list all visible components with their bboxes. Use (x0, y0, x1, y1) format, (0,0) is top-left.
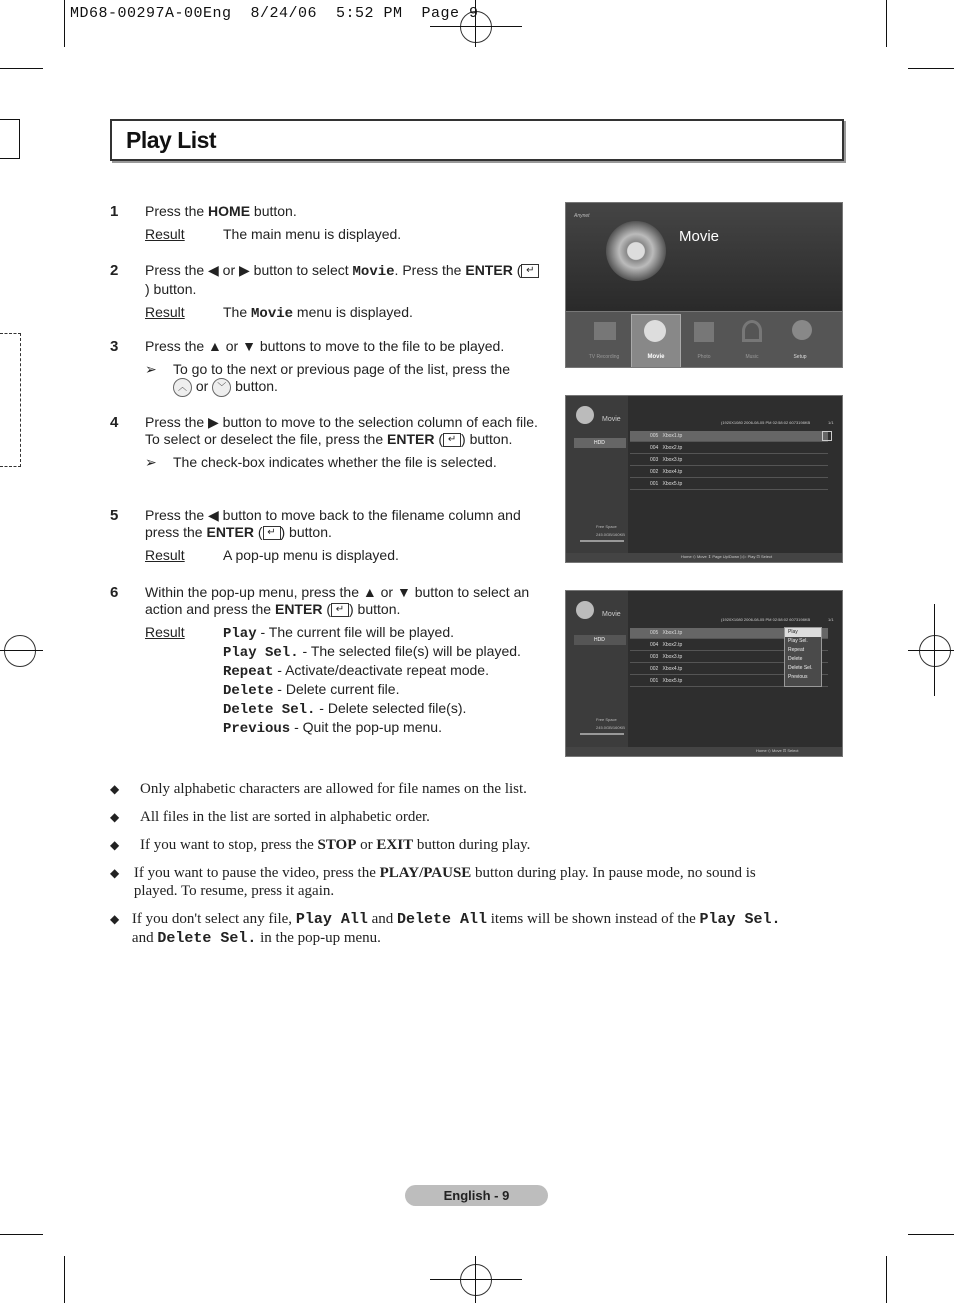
crop-mark (908, 68, 954, 69)
list-item[interactable] (630, 431, 828, 442)
note-item (110, 780, 790, 798)
note-row (145, 361, 540, 397)
page-indicator: 1/1 (828, 617, 834, 622)
registration-mark (919, 635, 951, 667)
popup-item-delete[interactable]: Delete (788, 656, 803, 662)
button-name: PLAY/PAUSE (379, 865, 472, 881)
menu-term: Movie (251, 306, 294, 322)
diamond-bullet-icon: ◆ (110, 782, 120, 796)
diamond-bullet-icon: ◆ (110, 810, 120, 824)
note-arrow-icon: ➢ (145, 454, 157, 470)
popup-item-previous[interactable]: Previous (788, 674, 808, 680)
file-number: 003 (650, 654, 659, 660)
result-row (145, 304, 540, 323)
button-name: EXIT (376, 837, 414, 853)
note-item (110, 836, 790, 854)
free-space-label: Free Space (596, 717, 617, 722)
file-number: 005 (650, 630, 659, 636)
note-text: items will be shown instead of the (487, 911, 700, 927)
file-number: 005 (650, 433, 659, 439)
movie-popup-screenshot (565, 590, 843, 757)
notes-list (110, 780, 790, 958)
note-text: If you don't select any file, (131, 911, 296, 927)
crop-mark (0, 158, 20, 159)
crop-mark (0, 1234, 43, 1235)
note-text: and (367, 911, 397, 927)
source-hdd[interactable]: HDD (574, 438, 626, 448)
note-text: and (131, 930, 158, 946)
crop-mark (0, 119, 20, 120)
logo: Anynet (574, 213, 590, 219)
step-text: ) button. (145, 281, 197, 297)
tab-music[interactable]: Music (745, 354, 759, 360)
note-text: All files in the list are sorted in alphabetic order. (140, 809, 430, 825)
enter-icon: ↵ (443, 433, 461, 447)
step-text: ) button. (461, 431, 513, 447)
step-text: Press the (145, 203, 209, 219)
free-space-bar (580, 540, 624, 542)
list-item[interactable] (630, 455, 828, 466)
diamond-bullet-icon: ◆ (110, 866, 120, 880)
file-name: Xbox4.tp (662, 469, 683, 475)
popup-item-play[interactable]: Play (785, 628, 821, 637)
file-name: Xbox5.tp (662, 678, 683, 684)
step-text: ) button. (349, 601, 401, 617)
list-item[interactable] (630, 443, 828, 454)
result-label: Result (145, 547, 185, 563)
result-text: - The selected file(s) will be played. (298, 643, 521, 659)
result-text: A pop-up menu is displayed. (223, 547, 399, 563)
file-number: 002 (650, 666, 659, 672)
crop-mark (0, 68, 43, 69)
note-item (110, 808, 790, 826)
screen-title: Movie (602, 416, 621, 423)
result-text: The main menu is displayed. (223, 226, 402, 242)
result-label: Result (145, 304, 185, 320)
file-number: 003 (650, 457, 659, 463)
select-checkbox[interactable] (822, 431, 832, 441)
result-text: menu is displayed. (293, 304, 413, 320)
page-footer: English - 9 (405, 1185, 548, 1206)
step-text: ) button. (280, 524, 332, 540)
crop-mark (64, 0, 65, 47)
note-text: button during play. In pause mode, no sound is played. To resume, press it again. (133, 865, 756, 899)
step-number: 3 (110, 338, 119, 355)
popup-item-delete-sel[interactable]: Delete Sel. (788, 665, 813, 671)
file-name: Xbox3.tp (662, 654, 683, 660)
enter-icon: ↵ (331, 603, 349, 617)
step-text: ( (512, 262, 522, 278)
step-text: ( (253, 524, 263, 540)
note-text: button during play. (413, 837, 531, 853)
note-text: If you want to stop, press the (140, 837, 318, 853)
list-item[interactable] (630, 467, 828, 478)
popup-item-repeat[interactable]: Repeat (788, 647, 805, 653)
step-2 (110, 262, 540, 323)
file-name: Xbox4.tp (662, 666, 683, 672)
step-4 (110, 414, 540, 471)
step-1 (110, 203, 540, 243)
note-text: If you want to pause the video, press the (133, 865, 380, 881)
file-number: 004 (650, 445, 659, 451)
note-text: in the pop-up menu. (256, 930, 381, 946)
list-item[interactable] (630, 479, 828, 490)
crop-mark (19, 119, 20, 159)
step-text: ( (322, 601, 331, 617)
button-name: ENTER (465, 262, 513, 278)
result-text: - Quit the pop-up menu. (290, 719, 442, 735)
page-down-button-icon: ﹀ (212, 378, 231, 397)
step-text: button. (250, 203, 297, 219)
step-number: 6 (110, 584, 119, 601)
menu-term: Play Sel. (223, 645, 299, 661)
menu-term: Delete Sel. (157, 930, 257, 947)
film-reel-icon (576, 601, 594, 619)
note-text: or (356, 837, 377, 853)
title-box (110, 119, 844, 161)
menu-term: Play All (295, 911, 368, 928)
note-item (110, 864, 790, 900)
file-name: Xbox3.tp (662, 457, 683, 463)
step-text: Within the pop-up menu, press the ▲ or ▼ button to select an action and press the (145, 584, 530, 617)
crop-mark (886, 1256, 887, 1303)
note-arrow-icon: ➢ (145, 361, 157, 377)
film-reel-icon (606, 221, 666, 281)
button-name: STOP (317, 837, 357, 853)
step-5 (110, 507, 540, 564)
note-text: button. (231, 378, 278, 395)
step-text: Press the ◀ button to move back to the filename column and press the (145, 507, 521, 540)
step-text: ( (434, 431, 444, 447)
result-row (145, 226, 540, 243)
crop-mark (886, 0, 887, 47)
result-text: The (223, 304, 252, 320)
print-slug: MD68-00297A-00Eng 8/24/06 5:52 PM Page 9 (70, 5, 479, 22)
file-name: Xbox5.tp (662, 481, 683, 487)
file-name: Xbox2.tp (662, 642, 683, 648)
step-number: 1 (110, 203, 119, 220)
file-name: Xbox2.tp (662, 445, 683, 451)
menu-term: Delete Sel. (223, 702, 316, 718)
page-title: Play List (126, 127, 217, 153)
menu-term: Repeat (223, 664, 274, 680)
file-info: (1920X1080 2006-08-05 PM 02:58:02 6073198KB (721, 617, 811, 622)
menu-term: Play (223, 626, 257, 642)
registration-line (430, 26, 522, 27)
menu-term: Previous (223, 721, 291, 737)
key-guide: Home ◇ Move ⇕ Page Up/Down ▷▷ Play ⊡ Select (681, 554, 773, 559)
movie-list-screenshot (565, 395, 843, 563)
result-label: Result (145, 226, 185, 242)
step-number: 4 (110, 414, 119, 431)
registration-line (908, 650, 954, 651)
tab-photo[interactable]: Photo (697, 354, 711, 360)
enter-icon: ↵ (521, 264, 539, 278)
source-hdd[interactable]: HDD (574, 635, 626, 645)
file-number: 002 (650, 469, 659, 475)
diamond-bullet-icon: ◆ (110, 912, 120, 926)
page-indicator: 1/1 (828, 420, 834, 425)
step-3 (110, 338, 540, 397)
note-text: Only alphabetic characters are allowed for file names on the list. (140, 781, 527, 797)
step-text: Press the ◀ or ▶ button to select (145, 262, 353, 278)
note-text: or (192, 378, 213, 395)
note-item (110, 910, 790, 948)
margin-artifact (0, 333, 21, 467)
file-info: (1920X1080 2006-08-05 PM 02:58:02 6073198KB (721, 420, 811, 425)
button-name: HOME (208, 203, 251, 219)
free-space-label: Free Space (596, 524, 617, 529)
popup-menu (784, 627, 822, 687)
page-up-button-icon: ︿ (173, 378, 192, 397)
file-number: 001 (650, 481, 659, 487)
popup-item-play-sel[interactable]: Play Sel. (788, 638, 808, 644)
headphones-icon (742, 320, 762, 342)
file-name: Xbox1.tp (662, 630, 683, 636)
result-text: - The current file will be played. (256, 624, 454, 640)
button-name: ENTER (206, 524, 254, 540)
result-label: Result (145, 624, 185, 640)
tab-bar (566, 311, 842, 368)
note-text: The check-box indicates whether the file is selected. (173, 454, 497, 470)
film-reel-icon (576, 406, 594, 424)
note-text: To go to the next or previous page of the list, press the (173, 361, 510, 377)
home-menu-screenshot (565, 202, 843, 368)
photo-icon (694, 322, 714, 342)
registration-line (934, 604, 935, 696)
tab-tv-recording[interactable]: TV Recording (588, 354, 620, 360)
result-text: - Activate/deactivate repeat mode. (273, 662, 489, 678)
free-space-value: 245.0GB/160KB (596, 725, 625, 730)
step-6 (110, 584, 540, 738)
key-guide: Home ◇ Move ⊡ Select (756, 748, 799, 753)
result-row (145, 547, 540, 564)
tab-setup[interactable]: Setup (793, 354, 807, 360)
screen-title: Movie (679, 228, 720, 245)
button-name: ENTER (387, 431, 435, 447)
result-text: - Delete current file. (273, 681, 400, 697)
file-number: 001 (650, 678, 659, 684)
result-text: - Delete selected file(s). (315, 700, 467, 716)
registration-line (475, 1256, 476, 1303)
registration-mark (4, 635, 36, 667)
menu-term: Delete All (397, 911, 488, 928)
diamond-bullet-icon: ◆ (110, 838, 120, 852)
file-number: 004 (650, 642, 659, 648)
gear-icon (792, 320, 812, 340)
note-row (145, 454, 540, 471)
crop-mark (64, 1256, 65, 1303)
registration-mark (460, 1264, 492, 1296)
step-number: 2 (110, 262, 119, 279)
free-space-bar (580, 733, 624, 735)
file-name: Xbox1.tp (662, 433, 683, 439)
crop-mark (908, 1234, 954, 1235)
registration-line (0, 650, 43, 651)
button-name: ENTER (274, 601, 323, 617)
menu-term: Delete (223, 683, 274, 699)
registration-line (430, 1279, 522, 1280)
step-text: Press the ▲ or ▼ buttons to move to the file to be played. (145, 338, 505, 354)
step-text: . Press the (394, 262, 466, 278)
menu-term: Movie (352, 264, 395, 280)
menu-term: Play Sel. (699, 911, 781, 928)
free-space-value: 245.0GB/160KB (596, 532, 625, 537)
tab-movie[interactable]: Movie (647, 354, 665, 360)
enter-icon: ↵ (263, 526, 281, 540)
tv-recording-icon (594, 322, 616, 340)
step-text: Press the ▶ button to move to the selection column of each file. To select or deselect the file, press the (145, 414, 538, 447)
result-row (145, 624, 540, 738)
step-number: 5 (110, 507, 119, 524)
movie-reel-icon (644, 320, 666, 342)
screen-title: Movie (602, 611, 621, 618)
